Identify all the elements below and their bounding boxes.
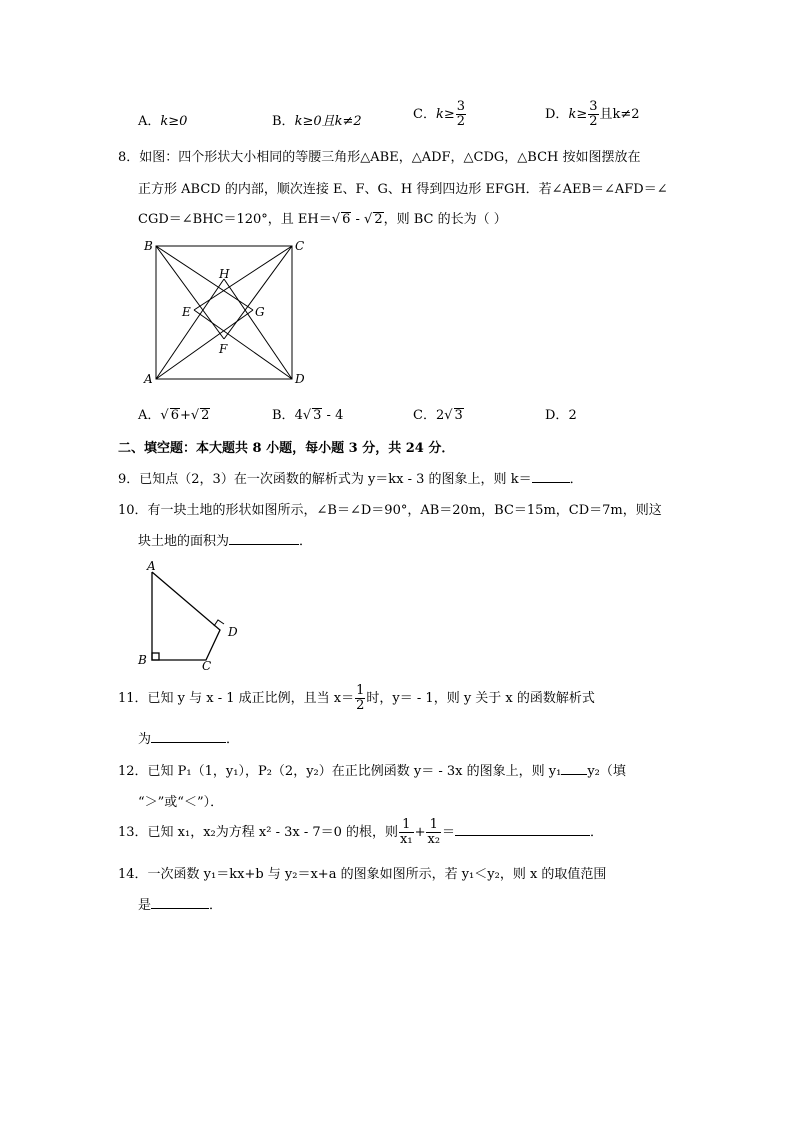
line-c-e: [194, 246, 292, 310]
q9: [118, 468, 583, 487]
q14-line1: 14．一次函数 y₁＝kx+b 与 y₂＝x+a 的图象如图所示，若 y₁＜y₂，则 x 的取值范围: [118, 867, 607, 882]
q7-option-b: [272, 110, 362, 129]
text: 2: [435, 408, 445, 423]
land-shape: [152, 572, 220, 660]
sqrt-symbol: √: [364, 212, 373, 227]
label-d: D: [295, 372, 305, 386]
option-label: A．: [138, 114, 161, 129]
text: 4: [294, 408, 303, 423]
option-label: C．: [413, 408, 436, 423]
numerator: 1: [426, 818, 441, 833]
numerator: 3: [456, 99, 466, 114]
right-angle-d: [214, 620, 224, 626]
option-text: k≥0: [160, 114, 188, 129]
option-label: B．: [272, 408, 295, 423]
label-a: A: [147, 559, 156, 573]
option-label: D．: [545, 408, 569, 423]
q7-option-c: [413, 100, 467, 129]
text: ．: [569, 472, 583, 487]
denominator: 2: [356, 698, 365, 713]
text: ．: [299, 534, 313, 549]
q8-option-b: [272, 404, 343, 423]
q7-option-d: [545, 100, 640, 129]
line-a-h: [156, 279, 224, 379]
text: ，则 BC 的长为（ ）: [383, 212, 507, 227]
q8-line3: [138, 208, 507, 227]
label-h: H: [219, 267, 230, 281]
question-text: 是: [138, 898, 152, 913]
sqrt-value: 2: [374, 212, 383, 227]
answer-blank[interactable]: [151, 896, 209, 909]
fraction: [399, 818, 414, 847]
q10-line2: [138, 530, 312, 549]
sqrt-value: 6: [170, 408, 179, 423]
question-text: y₂（填: [587, 764, 626, 779]
q12-line2: “＞”或“＜”）．: [138, 795, 224, 810]
text: ．: [209, 898, 223, 913]
line-d-e: [194, 310, 292, 379]
answer-blank[interactable]: [151, 730, 226, 743]
label-e: E: [182, 305, 191, 319]
sqrt-symbol: √: [190, 408, 200, 423]
fraction: [426, 818, 441, 847]
q8-line2: 正方形 ABCD 的内部，顺次连接 E、F、G、H 得到四边形 EFGH．若∠AEB＝∠AFD＝∠: [138, 182, 668, 197]
denominator: 2: [456, 114, 466, 129]
text: - 4: [322, 408, 344, 423]
option-text: 2: [568, 408, 577, 423]
sqrt-value: 3: [313, 408, 322, 423]
line-d-h: [224, 279, 292, 379]
q8-option-a: [138, 404, 210, 423]
line-b-f: [156, 246, 224, 339]
fraction: [456, 100, 466, 129]
sqrt-symbol: √: [444, 408, 453, 423]
question-text: 12．已知 P₁（1，y₁），P₂（2，y₂）在正比例函数 y＝ - 3x 的图象上，则 y₁: [118, 764, 562, 779]
label-b: B: [138, 653, 147, 667]
question-text: 时，y＝ - 1，则 y 关于 x 的函数解析式: [366, 691, 595, 706]
text: ＝: [442, 825, 456, 840]
option-suffix: 且k≠2: [599, 107, 640, 122]
q7-option-a: [138, 110, 187, 129]
option-label: C．: [413, 107, 436, 122]
text: -: [351, 212, 365, 227]
numerator: 1: [399, 818, 414, 833]
sqrt-value: 6: [342, 212, 351, 227]
label-c: C: [295, 239, 305, 253]
question-text: 为: [138, 732, 152, 747]
option-label: A．: [138, 408, 161, 423]
numerator: 1: [356, 683, 365, 698]
text: ．: [590, 825, 604, 840]
label-d: D: [228, 625, 238, 639]
q8-line1: 8．如图：四个形状大小相同的等腰三角形△ABE，△ADF，△CDG，△BCH 按如图摆放在: [118, 150, 641, 165]
denominator: x₁: [400, 832, 413, 847]
q8-option-d: [545, 404, 577, 423]
answer-blank[interactable]: [532, 470, 570, 483]
fraction: [588, 100, 598, 129]
text: CGD＝∠BHC＝120°，且 EH＝: [138, 212, 332, 227]
text: ．: [226, 732, 240, 747]
sqrt-symbol: √: [160, 408, 169, 423]
numerator: 3: [589, 99, 598, 114]
line-c-f: [224, 246, 292, 339]
text: +: [179, 408, 191, 423]
question-text: 13．已知 x₁，x₂为方程 x² - 3x - 7＝0 的根，则: [118, 825, 399, 840]
right-angle-b: [152, 653, 159, 660]
option-text: k≥: [568, 107, 588, 122]
section-heading: 二、填空题：本大题共 8 小题，每小题 3 分，共 24 分．: [118, 441, 455, 456]
q12-line1: [118, 760, 626, 779]
text: +: [414, 825, 426, 840]
option-label: D．: [545, 107, 569, 122]
q11-line2: [138, 728, 239, 747]
q8-option-c: [413, 404, 464, 423]
answer-blank[interactable]: [561, 762, 587, 775]
label-b: B: [144, 239, 153, 253]
q8-square-figure: [140, 236, 310, 386]
denominator: x₂: [427, 832, 441, 847]
q10-figure: [136, 558, 246, 670]
answer-blank[interactable]: [229, 532, 299, 545]
q10-line1: 10．有一块土地的形状如图所示，∠B＝∠D＝90°，AB＝20m，BC＝15m，CD＝7m，则这: [118, 503, 662, 518]
question-text: 11．已知 y 与 x - 1 成正比例，且当 x＝: [118, 691, 355, 706]
line-a-g: [156, 310, 253, 379]
answer-blank[interactable]: [455, 823, 590, 836]
label-f: F: [219, 342, 228, 356]
sqrt-symbol: √: [302, 408, 312, 423]
square-abcd: [156, 246, 292, 379]
denominator: 2: [589, 114, 598, 129]
q14-line2: [138, 894, 222, 913]
q13: [118, 818, 603, 847]
label-g: G: [255, 305, 265, 319]
sqrt-symbol: √: [331, 212, 341, 227]
q11-line1: [118, 684, 595, 713]
option-label: B．: [272, 114, 295, 129]
question-text: 9．已知点（2，3）在一次函数的解析式为 y＝kx - 3 的图象上，则 k＝: [118, 472, 532, 487]
label-c: C: [202, 659, 212, 670]
option-text: k≥0且k≠2: [294, 114, 362, 129]
question-text: 块土地的面积为: [138, 534, 230, 549]
label-a: A: [144, 372, 153, 386]
sqrt-value: 2: [201, 408, 210, 423]
option-text: k≥: [435, 107, 455, 122]
fraction: [355, 684, 365, 713]
sqrt-value: 3: [454, 408, 463, 423]
